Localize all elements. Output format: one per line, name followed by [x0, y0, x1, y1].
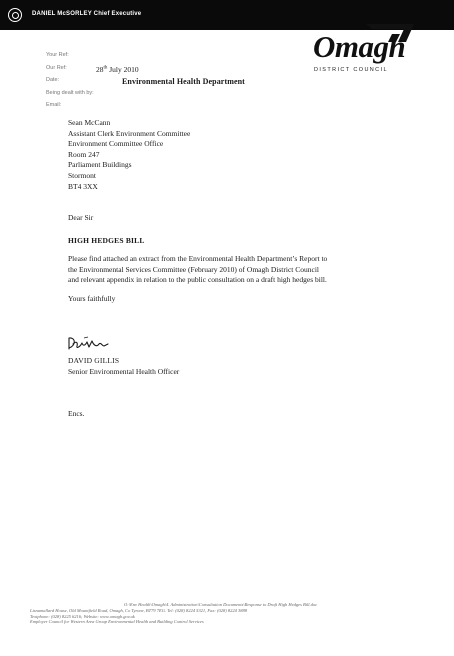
letter-subject: HIGH HEDGES BILL: [68, 236, 145, 245]
enclosures-note: Encs.: [68, 409, 85, 418]
body-line: Please find attached an extract from the Environmental Health Department’s Report to: [68, 254, 328, 263]
address-line: Room 247: [68, 149, 100, 159]
council-emblem-icon: [8, 8, 22, 22]
footer-file-path: O:\Env Health\Omagh\4. Administration\Consultation Documents\Response to Draft High Hedges Bill.doc: [124, 602, 318, 607]
your-ref-label: Your Ref:: [46, 52, 69, 58]
our-ref-label: Our Ref:: [46, 64, 67, 71]
email-label: Email:: [46, 102, 62, 108]
address-line: Stormont: [68, 170, 96, 180]
letter-closing: Yours faithfully: [68, 294, 116, 303]
letter-footer: [30, 602, 450, 625]
dealt-with-by-label: Being dealt with by:: [46, 89, 94, 96]
council-logo-wordmark: Omagh: [313, 29, 406, 64]
footer-contact: Textphone: (028) 8225 6216; Website: www.omagh.gov.uk: [30, 613, 135, 619]
council-logo-subtitle: DISTRICT COUNCIL: [314, 67, 388, 73]
handwritten-signature-icon: [66, 334, 110, 352]
date-label: Date:: [46, 77, 60, 83]
address-line: Environment Committee Office: [68, 139, 164, 149]
address-line: Parliament Buildings: [68, 160, 132, 170]
letter-date: 28th July 2010: [96, 65, 139, 74]
address-line: Sean McCann: [68, 118, 111, 127]
letter-body: [68, 254, 408, 286]
footer-employer: Employer Council for Western Area Group Environmental Health and Building Control Services: [30, 619, 204, 625]
recipient-address: [68, 118, 190, 192]
footer-address: Lisnamallard House, Old Mountfield Road, Omagh, Co Tyrone, BT79 7EG. Tel: (028) 8224 5321, Fax: (028) 8224 3888: [30, 607, 248, 613]
chief-executive-label: DANIEL McSORLEY Chief Executive: [32, 11, 142, 17]
signer-name: DAVID GILLIS: [68, 356, 120, 365]
body-line: and relevant appendix in relation to the public consultation on a draft high hedges bill.: [68, 275, 327, 285]
address-line: Assistant Clerk Environment Committee: [68, 128, 191, 138]
reference-labels: [46, 49, 94, 112]
signer-title: Senior Environmental Health Officer: [68, 367, 180, 376]
address-line: BT4 3XX: [68, 181, 98, 191]
body-line: the Environmental Services Committee (February 2010) of Omagh District Council: [68, 264, 319, 274]
department-name: Environmental Health Department: [122, 77, 245, 86]
salutation: Dear Sir: [68, 213, 94, 222]
